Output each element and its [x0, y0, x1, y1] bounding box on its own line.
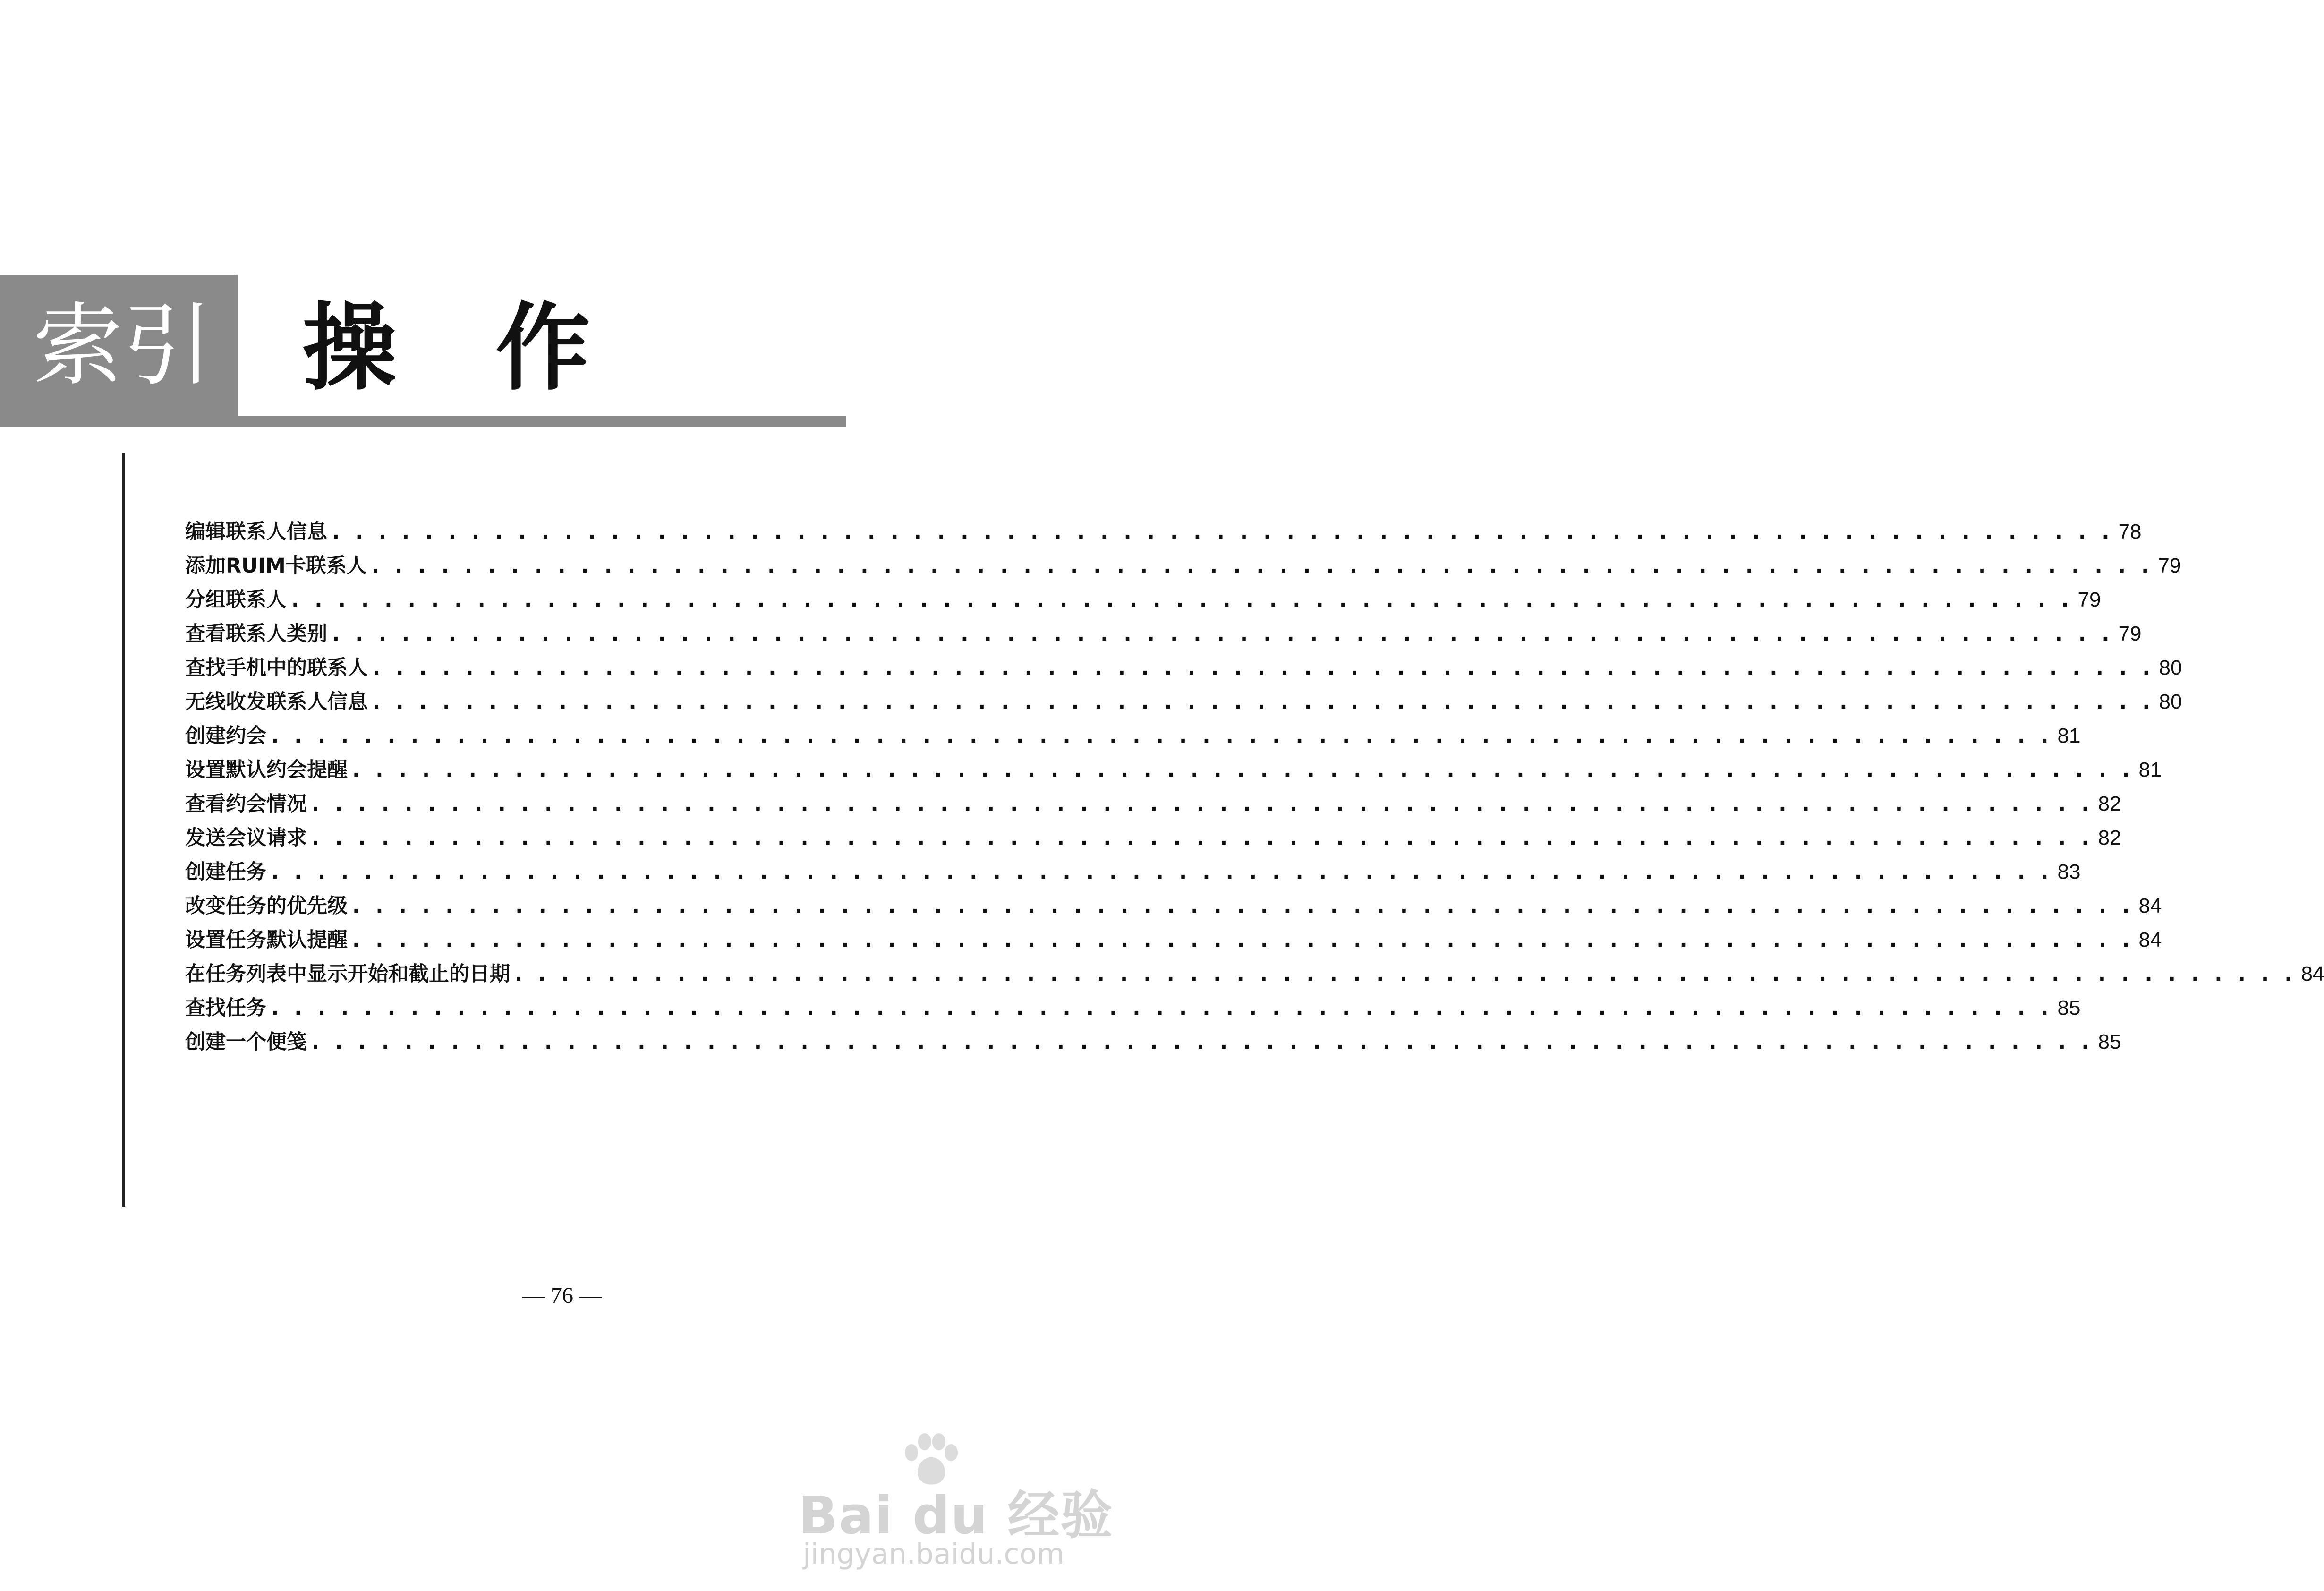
- entry-page: 85: [2057, 996, 2081, 1019]
- entry-page: 81: [2138, 758, 2162, 781]
- dot-leader: . . . . . . . . . . . . . . . . . . . . . . . . . . . . . . . . . . . . . . . . . . . . . . . . . . . . . . . . . . . . . . . . . . . . . . . . . . . . .: [371, 554, 2154, 578]
- baidu-watermark: [798, 1431, 1114, 1573]
- watermark-brand: Bai du 经验: [798, 1485, 1114, 1546]
- entry-title: 发送会议请求: [185, 826, 307, 850]
- header-rule: [0, 416, 846, 427]
- dot-leader: . . . . . . . . . . . . . . . . . . . . . . . . . . . . . . . . . . . . . . . . . . . . . . . . . . . . . . . . . . . . . . . . . . . . . . . . . . . . .: [332, 520, 2114, 544]
- entry-title: 查看约会情况: [185, 792, 307, 816]
- entry-title: 设置默认约会提醒: [185, 758, 348, 782]
- header-gray-block: [0, 275, 238, 417]
- entry-title: 编辑联系人信息: [185, 520, 327, 544]
- entry-title: 分组联系人: [185, 588, 287, 612]
- index-entry: [185, 855, 2081, 889]
- index-entry: [185, 583, 2101, 617]
- index-entry: [185, 889, 2162, 923]
- page-title: 操 作: [302, 293, 623, 403]
- index-entry: [185, 617, 2142, 651]
- entry-page: 79: [2077, 588, 2101, 611]
- dot-leader: . . . . . . . . . . . . . . . . . . . . . . . . . . . . . . . . . . . . . . . . . . . . . . . . . . . . . . . . . . . . . . . . . . . . . . . . . . . . .: [271, 860, 2053, 884]
- index-entry: [185, 549, 2181, 583]
- index-entry: [185, 923, 2162, 957]
- dot-leader: . . . . . . . . . . . . . . . . . . . . . . . . . . . . . . . . . . . . . . . . . . . . . . . . . . . . . . . . . . . . . . . . . . . . . . . . . . . . .: [312, 826, 2094, 850]
- entry-title: 查找手机中的联系人: [185, 656, 368, 680]
- watermark-url: jingyan.baidu.com: [803, 1538, 1064, 1571]
- entry-page: 79: [2118, 622, 2142, 645]
- entry-page: 80: [2159, 690, 2182, 713]
- dot-leader: . . . . . . . . . . . . . . . . . . . . . . . . . . . . . . . . . . . . . . . . . . . . . . . . . . . . . . . . . . . . . . . . . . . . . . . . . . . . .: [352, 928, 2134, 952]
- dot-leader: . . . . . . . . . . . . . . . . . . . . . . . . . . . . . . . . . . . . . . . . . . . . . . . . . . . . . . . . . . . . . . . . . . . . . . . . . . . . .: [373, 656, 2154, 680]
- entry-page: 84: [2301, 962, 2324, 985]
- index-entry: [185, 753, 2162, 787]
- index-entry: [185, 685, 2182, 719]
- dot-leader: . . . . . . . . . . . . . . . . . . . . . . . . . . . . . . . . . . . . . . . . . . . . . . . . . . . . . . . . . . . . . . . . . . . . . . . . . . . . .: [352, 758, 2134, 782]
- dot-leader: . . . . . . . . . . . . . . . . . . . . . . . . . . . . . . . . . . . . . . . . . . . . . . . . . . . . . . . . . . . . . . . . . . . . . . . . . . . . .: [373, 690, 2154, 714]
- entry-title: 创建任务: [185, 860, 266, 884]
- dot-leader: . . . . . . . . . . . . . . . . . . . . . . . . . . . . . . . . . . . . . . . . . . . . . . . . . . . . . . . . . . . . . . . . . . . . . . . . . . . . .: [352, 894, 2134, 918]
- entry-title: 无线收发联系人信息: [185, 690, 368, 714]
- entry-page: 82: [2098, 792, 2121, 815]
- entry-page: 82: [2098, 826, 2121, 849]
- dot-leader: . . . . . . . . . . . . . . . . . . . . . . . . . . . . . . . . . . . . . . . . . . . . . . . . . . . . . . . . . . . . . . . . . . . . . . . . . . . . .: [271, 996, 2053, 1020]
- index-list: [185, 515, 2324, 1059]
- entry-title: 添加RUIM卡联系人: [185, 554, 367, 578]
- index-entry: [185, 991, 2081, 1025]
- vertical-rule: [122, 453, 125, 1207]
- dot-leader: . . . . . . . . . . . . . . . . . . . . . . . . . . . . . . . . . . . . . . . . . . . . . . . . . . . . . . . . . . . . . . . . . . . . . . . . . . . . .: [312, 1030, 2094, 1054]
- index-entry: [185, 957, 2324, 991]
- dot-leader: . . . . . . . . . . . . . . . . . . . . . . . . . . . . . . . . . . . . . . . . . . . . . . . . . . . . . . . . . . . . . . . . . . . . . . . . . . . . .: [515, 962, 2297, 986]
- index-entry: [185, 651, 2182, 685]
- index-entry: [185, 719, 2081, 753]
- entry-page: 80: [2159, 656, 2182, 679]
- dot-leader: . . . . . . . . . . . . . . . . . . . . . . . . . . . . . . . . . . . . . . . . . . . . . . . . . . . . . . . . . . . . . . . . . . . . . . . . . . . . .: [312, 792, 2094, 816]
- entry-title: 查看联系人类别: [185, 622, 327, 646]
- entry-page: 79: [2158, 554, 2181, 577]
- entry-page: 84: [2138, 928, 2162, 951]
- index-entry: [185, 515, 2142, 549]
- entry-title: 查找任务: [185, 996, 266, 1020]
- index-entry: [185, 1025, 2121, 1059]
- entry-page: 78: [2118, 520, 2142, 543]
- entry-page: 85: [2098, 1030, 2121, 1053]
- entry-title: 改变任务的优先级: [185, 894, 348, 918]
- index-label: 索引: [33, 293, 213, 398]
- dot-leader: . . . . . . . . . . . . . . . . . . . . . . . . . . . . . . . . . . . . . . . . . . . . . . . . . . . . . . . . . . . . . . . . . . . . . . . . . . . . .: [271, 724, 2053, 748]
- page-number: — 76 —: [522, 1283, 602, 1308]
- dot-leader: . . . . . . . . . . . . . . . . . . . . . . . . . . . . . . . . . . . . . . . . . . . . . . . . . . . . . . . . . . . . . . . . . . . . . . . . . . . . .: [332, 622, 2114, 646]
- dot-leader: . . . . . . . . . . . . . . . . . . . . . . . . . . . . . . . . . . . . . . . . . . . . . . . . . . . . . . . . . . . . . . . . . . . . . . . . . . . . .: [291, 588, 2073, 612]
- entry-page: 83: [2057, 860, 2081, 883]
- entry-title: 创建约会: [185, 724, 266, 748]
- entry-page: 81: [2057, 724, 2081, 747]
- entry-page: 84: [2138, 894, 2162, 917]
- entry-title: 设置任务默认提醒: [185, 928, 348, 952]
- entry-title: 在任务列表中显示开始和截止的日期: [185, 962, 510, 986]
- index-entry: [185, 787, 2121, 821]
- index-entry: [185, 821, 2121, 855]
- entry-title: 创建一个便笺: [185, 1030, 307, 1054]
